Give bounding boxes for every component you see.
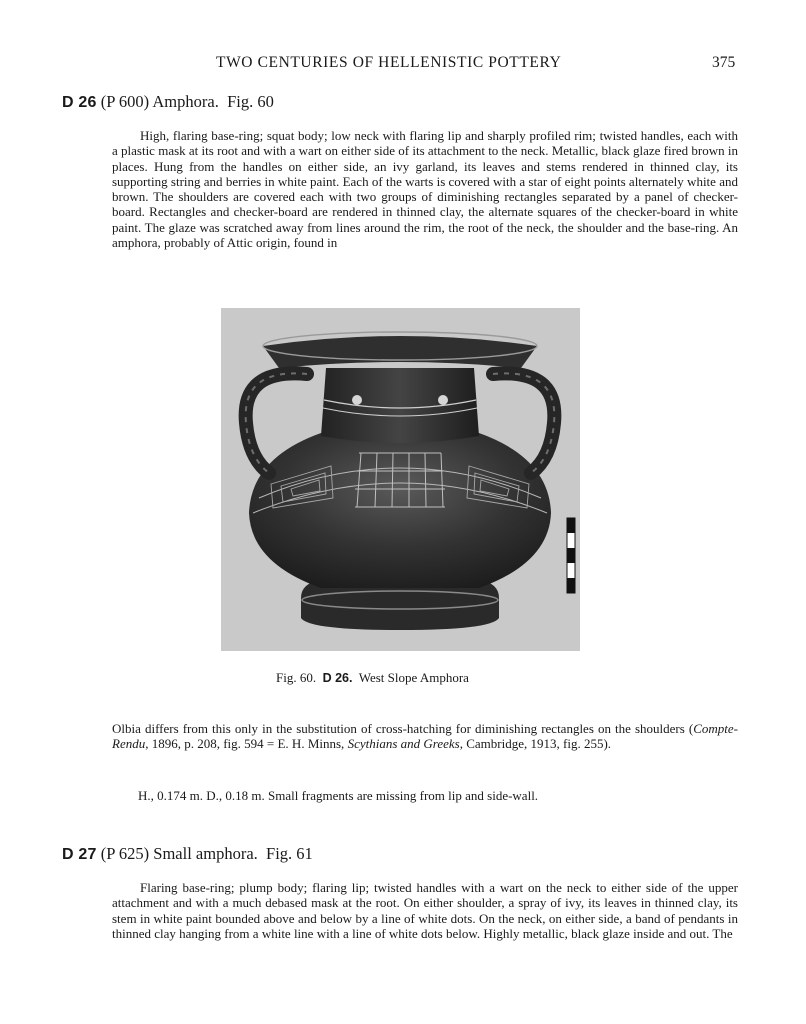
inventory-number: (P 600) bbox=[100, 92, 150, 111]
caption-title: West Slope Amphora bbox=[358, 670, 469, 685]
continuation-pre: Olbia differs from this only in the substitution of cross-hatching for diminishing rectangles on the shoulders ( bbox=[112, 721, 694, 736]
continuation-d26 bbox=[112, 721, 738, 752]
dimensions-d26: H., 0.174 m. D., 0.18 m. Small fragments are missing from lip and side-wall. bbox=[138, 788, 539, 803]
entry-heading-d26 bbox=[62, 92, 274, 112]
figure-60-photo bbox=[221, 308, 580, 651]
figure-reference: Fig. 60 bbox=[227, 92, 274, 111]
description-d27: Flaring base-ring; plump body; flaring lip; twisted handles with a wart on the neck to either side of the upper attachment and with a much debased mask at the root. On either shoulder, a spray of ivy, its leaves in thinned clay, its stem in white paint bounded above and below by a line of white dots. On the neck, on either side, a band of pendants in thinned clay hanging from a white line with a line of white dots below. Highly metallic, black glaze inside and out. The bbox=[112, 880, 738, 941]
inventory-number: (P 625) bbox=[100, 844, 150, 863]
catalogue-number: D 26 bbox=[62, 94, 97, 111]
caption-fig: Fig. 60. bbox=[276, 670, 317, 685]
page-number: 375 bbox=[712, 54, 736, 71]
object-name: Amphora. bbox=[152, 92, 219, 111]
entry-heading-d27 bbox=[62, 844, 313, 864]
amphora-illustration bbox=[221, 308, 580, 651]
continuation-post: , Cambridge, 1913, fig. 255). bbox=[459, 736, 612, 752]
scale-bar bbox=[567, 518, 575, 593]
reference-compte-rendu: Compte-Rendu bbox=[112, 721, 738, 752]
description-d26: High, flaring base-ring; squat body; low neck with flaring lip and sharply profiled rim; twisted handles, each with a plastic mask at its root and with a wart on either side of its attachment to the neck. Metallic, black glaze fired brown in places. Hung from the handles on either side, an ivy garland, its leaves and stems rendered in thinned clay, its supporting string and berries in white paint. Each of the warts is covered with a star of eight points alternately white and brown. The shoulders are covered each with two groups of diminishing rectangles separated by a panel of checker-board. Rectangles and checker-board are rendered in thinned clay, the alternate squares of the checker-board in white paint. The glaze was scratched away from lines around the rim, the root of the neck, the shoulder and the base-ring. An amphora, probably of Attic origin, found in bbox=[112, 128, 738, 251]
running-head bbox=[0, 54, 806, 76]
reference-scythians: Scythians and Greeks bbox=[347, 736, 460, 752]
continuation-mid: , 1896, p. 208, fig. 594 = E. H. Minns, bbox=[145, 736, 348, 752]
figure-reference: Fig. 61 bbox=[266, 844, 313, 863]
object-name: Small amphora. bbox=[153, 844, 258, 863]
catalogue-number: D 27 bbox=[62, 846, 97, 863]
figure-caption bbox=[276, 670, 469, 686]
caption-catalogue: D 26. bbox=[322, 671, 353, 685]
running-title: TWO CENTURIES OF HELLENISTIC POTTERY bbox=[216, 54, 562, 71]
